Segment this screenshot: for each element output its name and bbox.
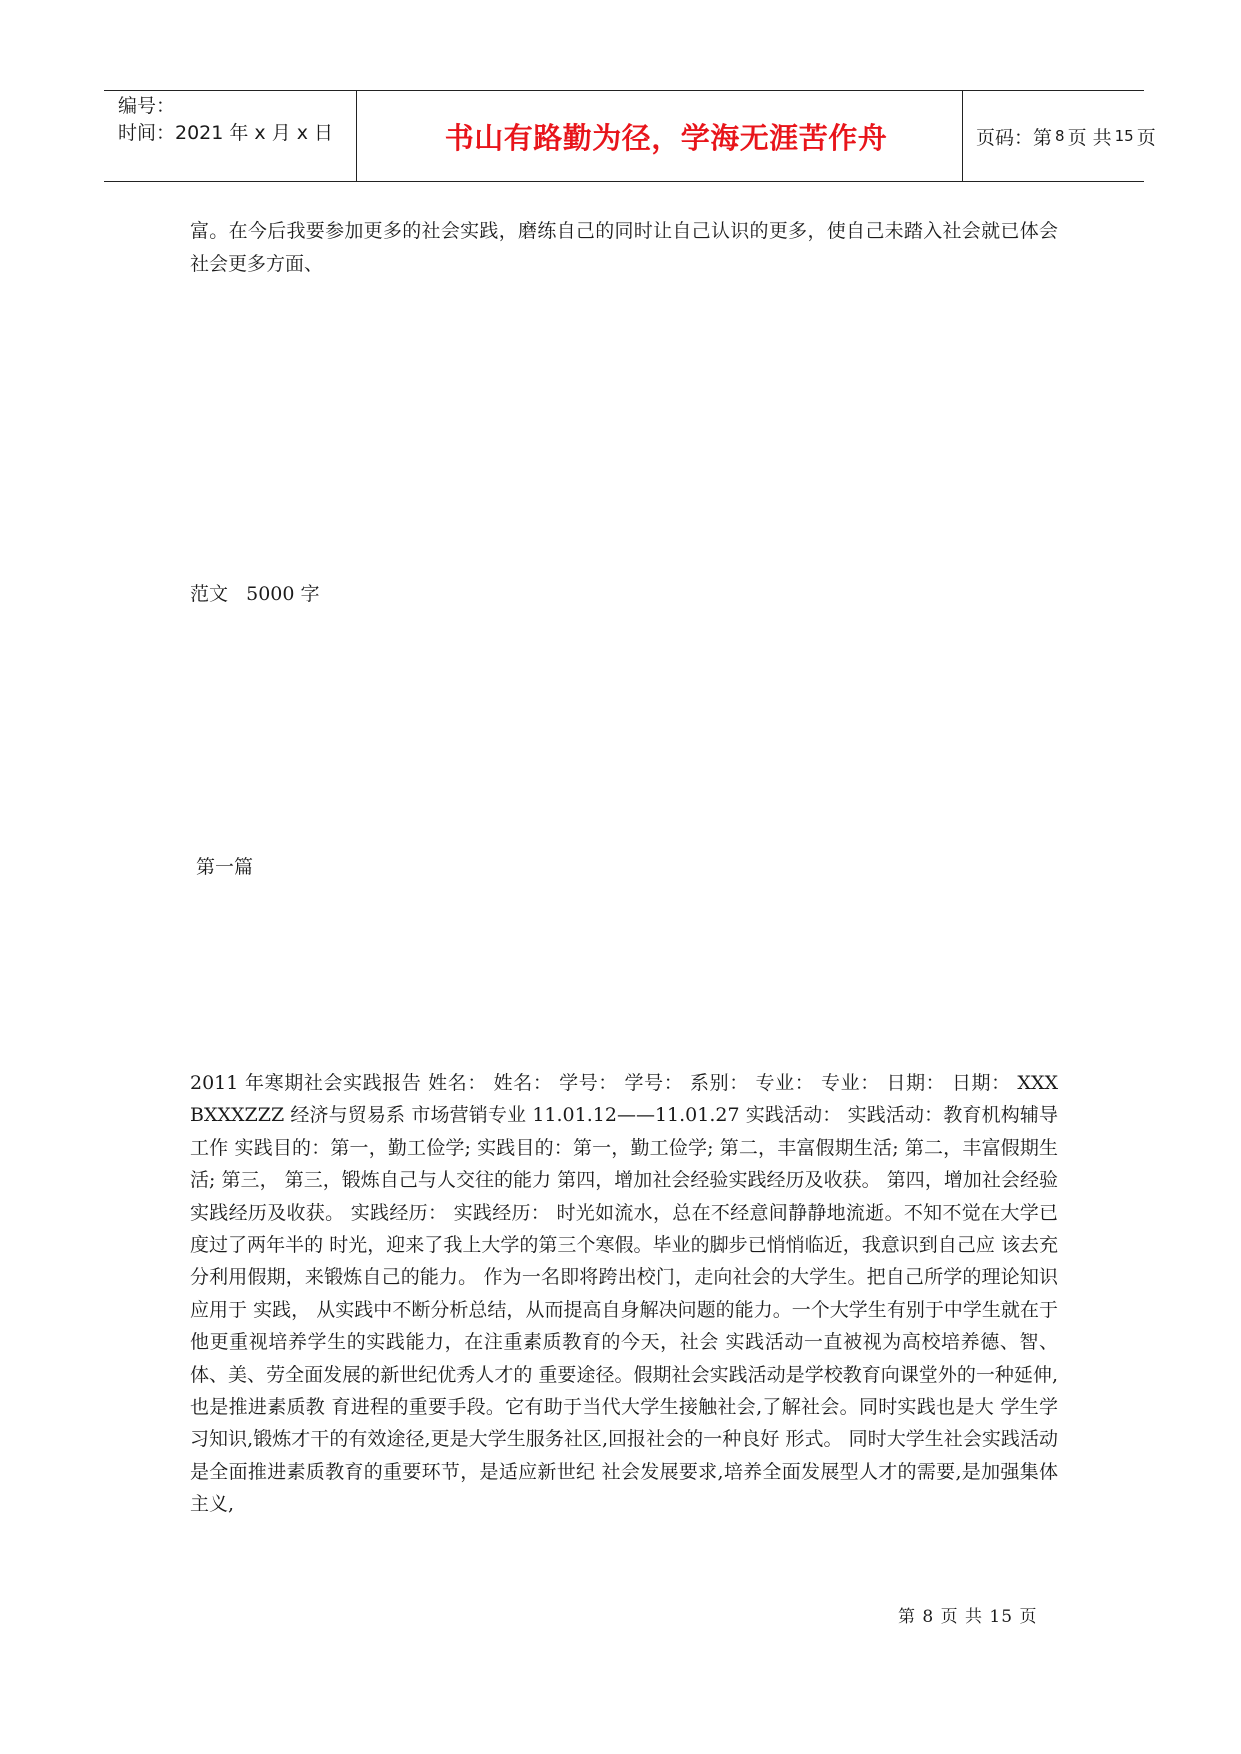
document-number-label: 编号： <box>118 95 176 117</box>
page-suffix: 页 <box>1136 126 1156 149</box>
page-footer: 第 8 页 共 15 页 <box>898 1607 1038 1627</box>
section-title: 第一篇 <box>196 856 254 878</box>
document-time-label: 时间：2021 年 x 月 x 日 <box>118 122 334 144</box>
page-total: 15 <box>1114 127 1134 145</box>
header-motto: 书山有路勤为径，学海无涯苦作舟 <box>444 120 888 155</box>
page-mid: 页 共 <box>1067 126 1112 149</box>
page-header <box>104 90 1156 182</box>
header-meta <box>118 93 358 147</box>
main-paragraph: 2011 年寒期社会实践报告 姓名： 姓名： 学号： 学号： 系别： 专业： 专业： 日期： 日期： XXX BXXXZZZ 经济与贸易系 市场营销专业 11.01.12——11.01.27 实践活动： 实践活动：教育机构辅导工作 实践目的：第一，勤工俭学; 实践目的：第一，勤工俭学; 第二，丰富假期生活; 第二，丰富假期生活; 第三， 第三，锻炼自己与人交往的能力 第四，增加社会经验实践经历及收获。 第四，增加社会经验实践经历及收获。 实践经历： 实践经历： 时光如流水，总在不经意间静静地流逝。不知不觉在大学已度过了两年半的 时光，迎来了我上大学的第三个寒假。毕业的脚步已悄悄临近，我意识到自己应 该去充分利用假期，来锻炼自己的能力。 作为一名即将跨出校门，走向社会的大学生。把自己所学的理论知识应用于 实践， 从实践中不断分析总结，从而提高自身解决问题的能力。一个大学生有别于中学生就在于他更重视培养学生的实践能力，在注重素质教育的今天，社会 实践活动一直被视为高校培养德、智、体、美、劳全面发展的新世纪优秀人才的 重要途径。假期社会实践活动是学校教育向课堂外的一种延伸,也是推进素质教 育进程的重要手段。它有助于当代大学生接触社会,了解社会。同时实践也是大 学生学习知识,锻炼才干的有效途径,更是大学生服务社区,回报社会的一种良好 形式。 同时大学生社会实践活动是全面推进素质教育的重要环节，是适应新世纪 社会发展要求,培养全面发展型人才的需要,是加强集体主义, <box>190 1072 1058 1516</box>
header-page-number <box>976 91 1156 181</box>
fanwen-title: 范文 5000 字 <box>190 583 320 605</box>
intro-paragraph: 富。在今后我要参加更多的社会实践，磨练自己的同时让自己认识的更多，使自己未踏入社会就已体会社会更多方面、 <box>190 220 1058 275</box>
page-prefix: 页码：第 <box>976 126 1053 149</box>
page-current: 8 <box>1055 127 1065 145</box>
header-divider-left <box>356 91 357 181</box>
header-divider-right <box>962 91 963 181</box>
